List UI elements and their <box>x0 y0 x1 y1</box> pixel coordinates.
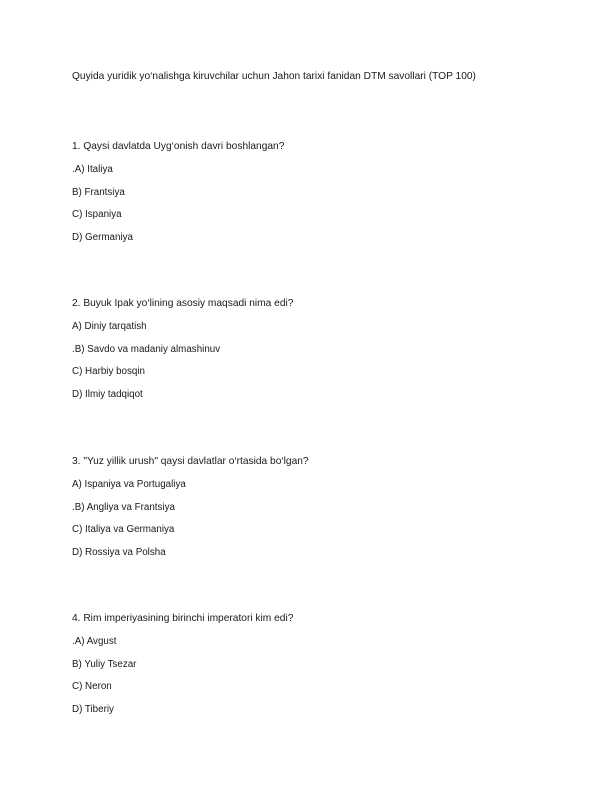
answer-option-c: C) Ispaniya <box>72 209 122 221</box>
question-text: 3. "Yuz yillik urush" qaysi davlatlar o‘rtasida bo‘lgan? <box>72 456 309 467</box>
document-intro: Quyida yuridik yo‘nalishga kiruvchilar uchun Jahon tarixi fanidan DTM savollari (TOP 100) <box>72 71 476 82</box>
question-text: 2. Buyuk Ipak yo‘lining asosiy maqsadi nima edi? <box>72 298 294 309</box>
answer-option-c: C) Italiya va Germaniya <box>72 524 175 536</box>
question-3 <box>72 455 552 568</box>
answer-option-c: C) Harbiy bosqin <box>72 366 145 378</box>
answer-option-c: C) Neron <box>72 681 112 693</box>
answer-option-d: D) Rossiya va Polsha <box>72 546 166 558</box>
answer-option-a: A) Ispaniya va Portugaliya <box>72 479 186 490</box>
answer-option-b: B) Yuliy Tsezar <box>72 658 137 670</box>
question-2 <box>72 297 552 410</box>
answer-option-b: B) Frantsiya <box>72 186 125 198</box>
answer-option-b: .B) Savdo va madaniy almashinuv <box>72 343 221 355</box>
answer-option-a: .A) Italiya <box>72 164 113 175</box>
question-1 <box>72 140 552 253</box>
answer-option-d: D) Germaniya <box>72 231 133 243</box>
answer-option-a: A) Diniy tarqatish <box>72 321 147 332</box>
question-4 <box>72 612 552 725</box>
question-text: 1. Qaysi davlatda Uyg‘onish davri boshlangan? <box>72 141 285 152</box>
answer-option-a: .A) Avgust <box>72 636 117 647</box>
answer-option-b: .B) Angliya va Frantsiya <box>72 501 175 513</box>
question-text: 4. Rim imperiyasining birinchi imperatori kim edi? <box>72 613 294 624</box>
answer-option-d: D) Tiberiy <box>72 703 114 715</box>
answer-option-d: D) Ilmiy tadqiqot <box>72 388 143 400</box>
